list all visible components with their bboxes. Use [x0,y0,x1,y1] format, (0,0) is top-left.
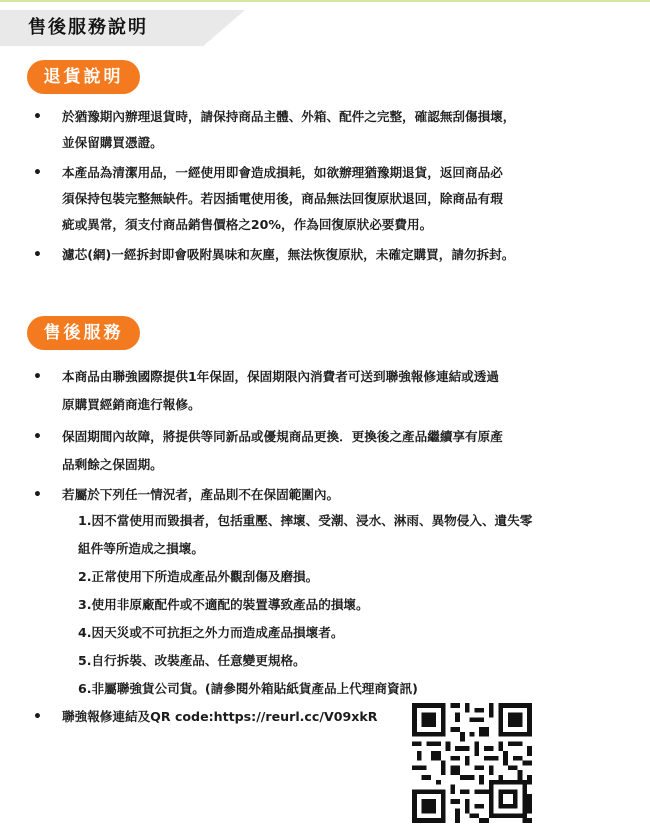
service-line: 若屬於下列任一情況者，產品則不在保固範圍內。 [62,487,340,502]
condition-item: 3.使用非原廠配件或不適配的裝置導致產品的損壞。 [78,597,369,612]
condition-item: 2.正常使用下所造成產品外觀刮傷及磨損。 [78,569,319,584]
returns-line: 濾芯(網)一經拆封即會吸附異味和灰塵，無法恢復原狀，未確定購買，請勿拆封。 [62,247,515,262]
section-service-label: 售後服務 [27,316,140,350]
returns-line: 本產品為清潔用品，一經使用即會造成損耗，如欲辦理猶豫期退貨，返回商品必 [62,165,503,180]
bullet: • [33,247,42,263]
condition-item: 5.自行拆裝、改裝產品、任意變更規格。 [78,653,306,668]
bullet: • [33,429,42,445]
returns-line: 疵或異常，須支付商品銷售價格之20%，作為回復原狀必要費用。 [62,217,433,232]
service-line: 本商品由聯強國際提供1年保固，保固期限內消費者可送到聯強報修連結或透過 [62,369,499,384]
condition-item: 組件等所造成之損壞。 [78,541,204,556]
returns-line: 於猶豫期內辦理退貨時，請保持商品主體、外箱、配件之完整，確認無刮傷損壞， [62,109,516,124]
condition-item: 4.因天災或不可抗拒之外力而造成產品損壞者。 [78,625,344,640]
top-accent-line [0,0,650,2]
page-title: 售後服務說明 [28,17,148,38]
service-line: 品剩餘之保固期。 [62,457,163,472]
service-line: 保固期間內故障，將提供等同新品或優規商品更換．更換後之產品繼續享有原產 [62,429,503,444]
condition-item: 6.非屬聯強貨公司貨。(請參閱外箱貼紙貨產品上代理商資訊) [78,681,418,696]
section-returns-label: 退貨說明 [27,60,140,94]
qr-code-icon[interactable] [412,703,532,823]
returns-line: 並保留購買憑證。 [62,135,163,150]
repair-link-line: 聯強報修連結及QR code:https://reurl.cc/V09xkR [62,709,378,724]
bullet: • [33,109,42,125]
returns-line: 須保持包裝完整無缺件。若因插電使用後，商品無法回復原狀退回，除商品有瑕 [62,191,503,206]
bullet: • [33,369,42,385]
bullet: • [33,487,42,503]
bullet: • [33,165,42,181]
service-line: 原購買經銷商進行報修。 [62,397,201,412]
condition-item: 1.因不當使用而毀損者，包括重壓、摔壞、受潮、浸水、淋雨、異物侵入、遺失零 [78,513,533,528]
bullet: • [33,709,42,725]
